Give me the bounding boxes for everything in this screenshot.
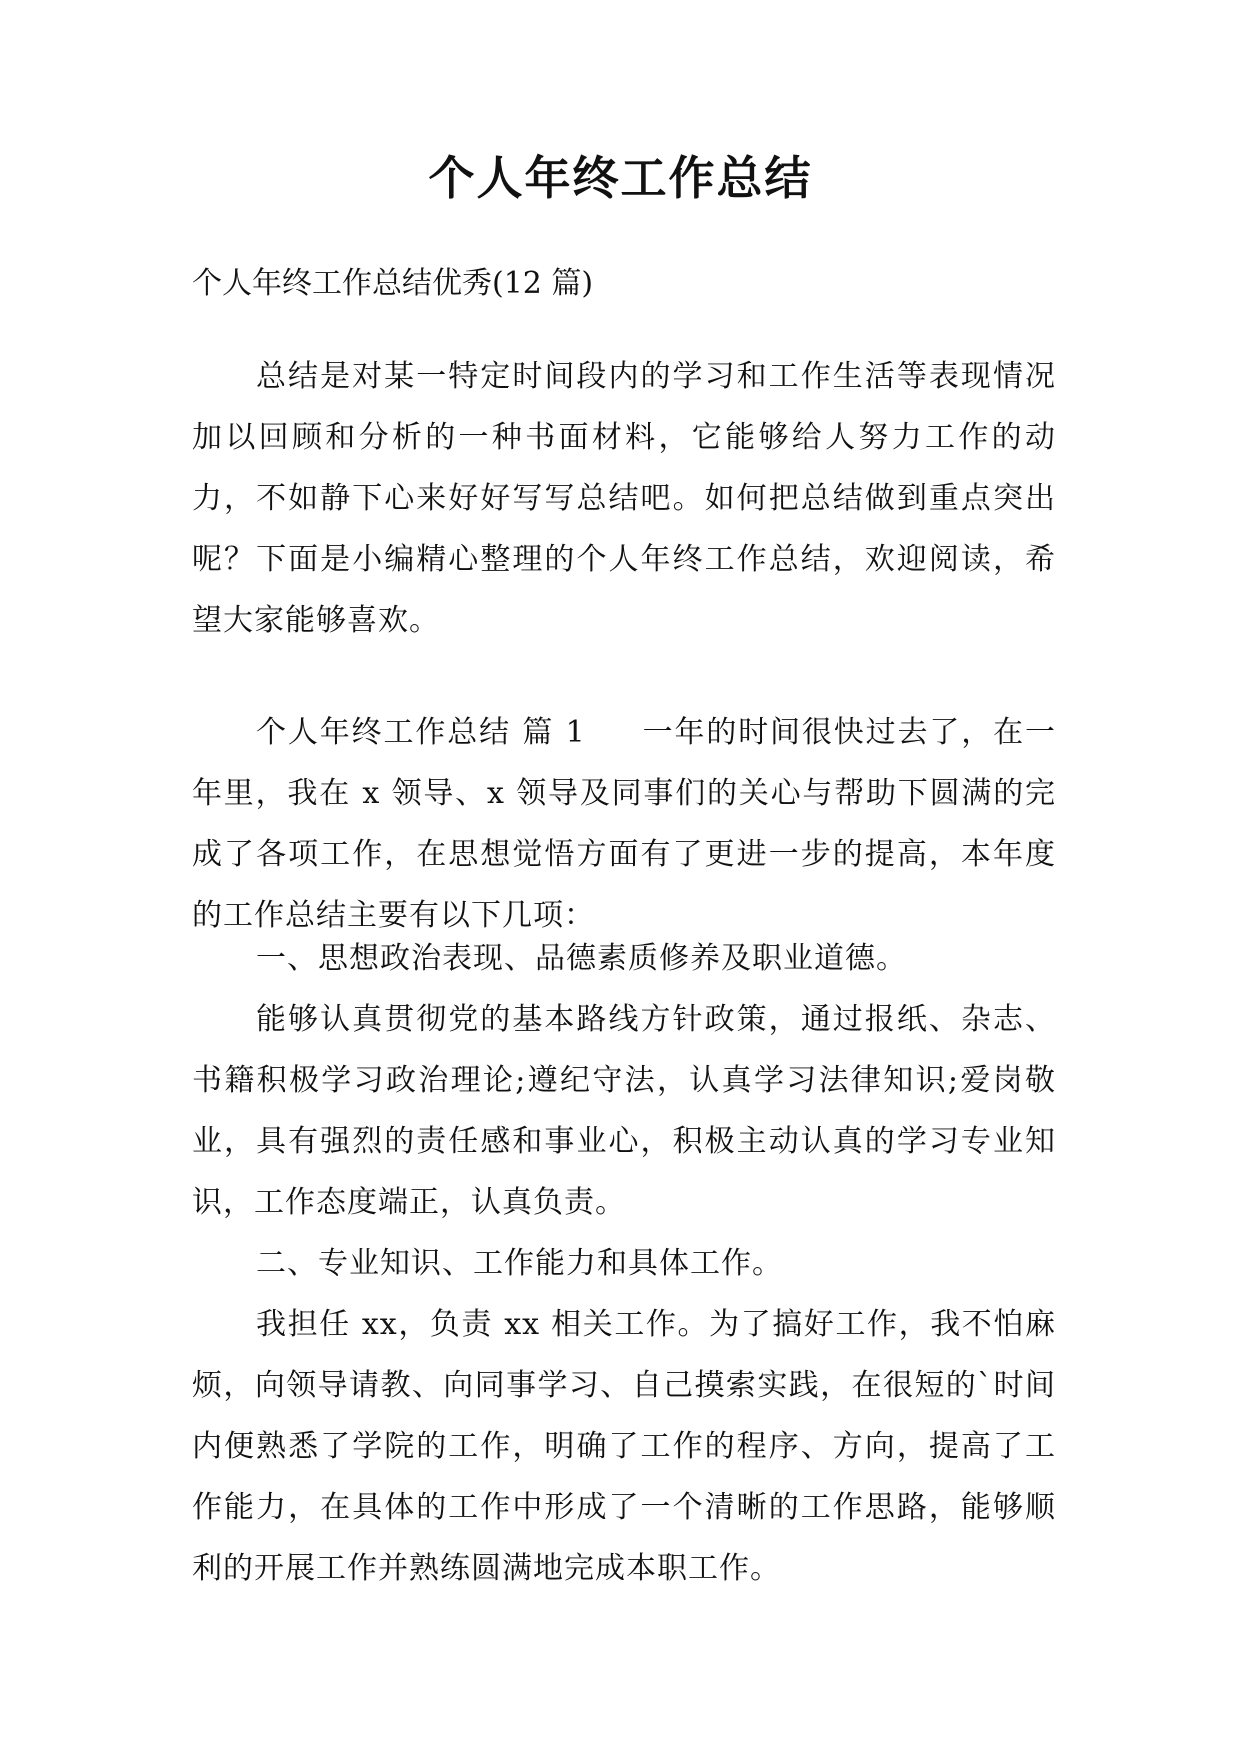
- section-1-heading: 一、思想政治表现、品德素质修养及职业道德。: [256, 941, 907, 976]
- article-1-heading: 个人年终工作总结 篇 1: [256, 715, 586, 750]
- section-2-body: 我担任 xx，负责 xx 相关工作。为了搞好工作，我不怕麻烦，向领导请教、向同事学习、自己摸索实践，在很短的`时间内便熟悉了学院的工作，明确了工作的程序、方向，提高了工作能力，在具体的工作中形成了一个清晰的工作思路，能够顺利的开展工作并熟练圆满地完成本职工作。: [192, 1307, 1056, 1586]
- article-1-opening-text: 一年的时间很快过去了，在一年里，我在 x 领导、x 领导及同事们的关心与帮助下圆满的完成了各项工作，在思想觉悟方面有了更进一步的提高，本年度的工作总结主要有以下几项：: [192, 715, 1057, 933]
- article-1-opening-paragraph: [192, 702, 1056, 946]
- section-1-body: 能够认真贯彻党的基本路线方针政策，通过报纸、杂志、书籍积极学习政治理论;遵纪守法，认真学习法律知识;爱岗敬业，具有强烈的责任感和事业心，积极主动认真的学习专业知识，工作态度端正，认真负责。: [192, 1002, 1056, 1220]
- document-title: 个人年终工作总结: [428, 151, 813, 205]
- document-subtitle: 个人年终工作总结优秀(12 篇): [192, 266, 594, 301]
- section-2-heading: 二、专业知识、工作能力和具体工作。: [256, 1246, 783, 1281]
- intro-paragraph: 总结是对某一特定时间段内的学习和工作生活等表现情况加以回顾和分析的一种书面材料，它能够给人努力工作的动力，不如静下心来好好写写总结吧。如何把总结做到重点突出呢？下面是小编精心整理的个人年终工作总结，欢迎阅读，希望大家能够喜欢。: [192, 359, 1056, 638]
